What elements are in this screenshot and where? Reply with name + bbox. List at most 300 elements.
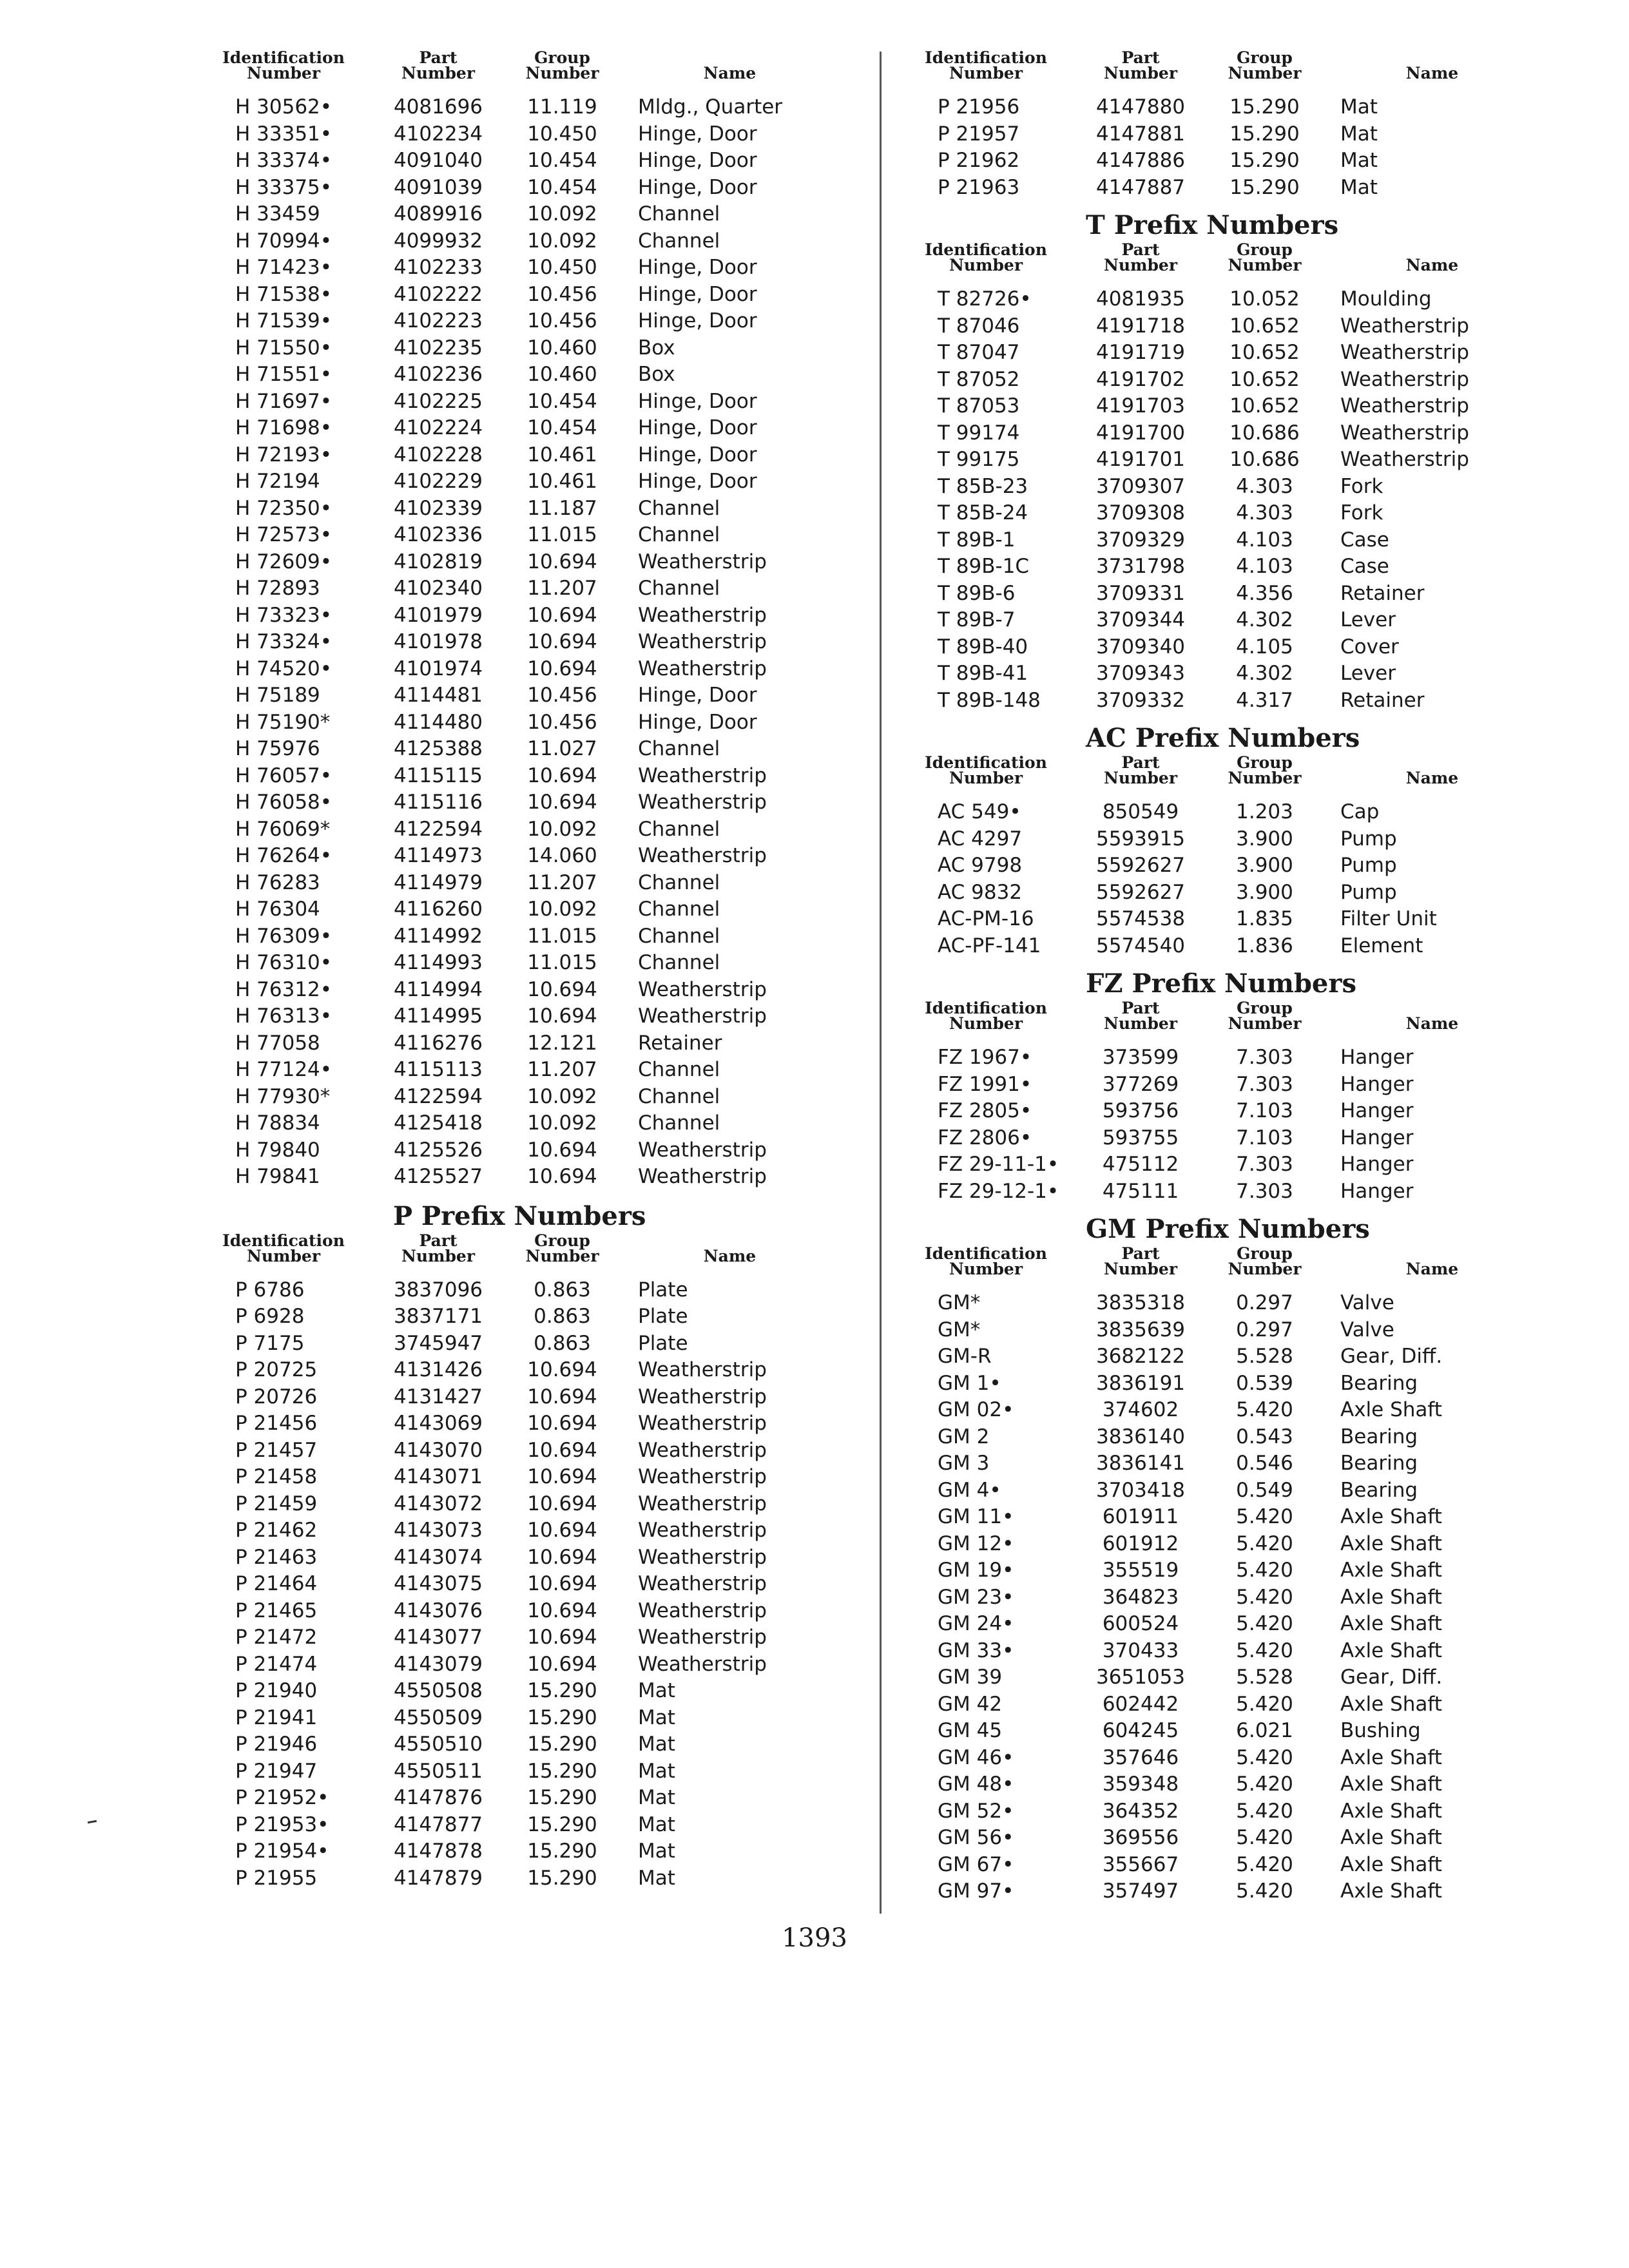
group-number: 0.863 <box>534 1278 591 1302</box>
table-row <box>197 389 841 416</box>
group-number: 4.302 <box>1236 608 1293 631</box>
part-number: 4191718 <box>1095 314 1186 338</box>
identification-number: GM-R <box>938 1345 992 1368</box>
identification-number: H 76057• <box>235 764 333 787</box>
group-number: 15.290 <box>527 1840 597 1863</box>
identification-number: H 76058• <box>235 791 333 814</box>
part-number: 3709307 <box>1095 474 1186 498</box>
part-number: 604245 <box>1102 1719 1179 1742</box>
part-number: 4114973 <box>393 844 483 867</box>
table-row <box>197 602 841 629</box>
identification-number: H 71550• <box>235 336 333 360</box>
part-name: Channel <box>638 229 720 253</box>
part-name: Channel <box>638 577 720 600</box>
part-name: Fork <box>1340 474 1383 498</box>
table-row <box>197 1731 841 1758</box>
group-number: 5.420 <box>1236 1852 1293 1876</box>
table-row <box>899 1664 1543 1691</box>
table-row <box>197 495 841 523</box>
table-row <box>899 1044 1543 1072</box>
identification-number: H 77058 <box>235 1031 320 1055</box>
parts-table <box>899 755 1543 959</box>
identification-number: P 20726 <box>235 1385 318 1408</box>
part-number: 5592627 <box>1095 854 1186 877</box>
table-row <box>197 121 841 148</box>
identification-number: FZ 1991• <box>938 1072 1032 1096</box>
table-row <box>197 1758 841 1785</box>
group-number: 3.900 <box>1236 880 1293 904</box>
name-header: Name <box>1405 1260 1459 1278</box>
part-number-header: Part Number <box>401 48 476 82</box>
group-number: 12.121 <box>527 1031 597 1055</box>
identification-number: P 21458 <box>235 1465 318 1488</box>
part-number: 4147877 <box>393 1812 483 1836</box>
table-row <box>899 553 1543 581</box>
identification-number: T 89B-6 <box>938 581 1016 605</box>
part-name: Channel <box>638 1084 720 1108</box>
table-row <box>899 1178 1543 1206</box>
part-number: 4143076 <box>393 1599 483 1622</box>
part-name: Cap <box>1340 800 1380 823</box>
part-name: Mat <box>638 1759 675 1783</box>
group-number: 10.694 <box>527 1492 597 1515</box>
section-title: T Prefix Numbers <box>1086 210 1339 240</box>
part-name: Cover <box>1340 635 1399 658</box>
part-name: Weatherstrip <box>638 603 767 627</box>
part-number: 4191703 <box>1095 394 1186 418</box>
group-number: 10.456 <box>527 282 597 306</box>
part-name: Weatherstrip <box>638 1138 767 1162</box>
part-number: 3709340 <box>1095 635 1186 658</box>
part-number: 593755 <box>1102 1126 1179 1149</box>
part-number: 4147887 <box>1095 175 1186 199</box>
group-number: 10.092 <box>527 898 597 921</box>
part-name: Gear, Diff. <box>1340 1666 1443 1689</box>
group-number: 10.454 <box>527 416 597 439</box>
part-number: 4147878 <box>393 1840 483 1863</box>
part-number: 4114995 <box>393 1004 483 1028</box>
identification-number: GM 3 <box>938 1452 990 1475</box>
part-name: Bearing <box>1340 1478 1418 1502</box>
group-number: 5.420 <box>1236 1745 1293 1769</box>
table-row <box>899 474 1543 501</box>
part-number: 4102234 <box>393 122 483 146</box>
table-row <box>899 799 1543 826</box>
part-number: 3703418 <box>1095 1478 1186 1502</box>
identification-number: GM 42 <box>938 1692 1003 1716</box>
part-name: Channel <box>638 898 720 921</box>
group-number: 10.694 <box>527 1138 597 1162</box>
identification-number: P 21962 <box>938 149 1020 172</box>
table-row <box>899 1477 1543 1504</box>
part-number: 4143075 <box>393 1572 483 1595</box>
part-number: 357646 <box>1102 1745 1179 1769</box>
identification-number: T 82726• <box>938 287 1032 311</box>
part-number: 364352 <box>1102 1799 1179 1823</box>
identification-number-header: Identification Number <box>222 1231 345 1265</box>
identification-number: T 89B-40 <box>938 635 1028 658</box>
table-header-row <box>197 1233 841 1277</box>
part-name: Weatherstrip <box>638 657 767 680</box>
group-number: 10.694 <box>527 1652 597 1676</box>
part-name: Weatherstrip <box>638 764 767 787</box>
identification-number: H 79841 <box>235 1165 320 1188</box>
identification-number: GM 24• <box>938 1612 1014 1635</box>
group-number: 15.290 <box>527 1759 597 1783</box>
identification-number: H 72573• <box>235 523 333 546</box>
identification-number: GM 67• <box>938 1852 1014 1876</box>
identification-number: P 6928 <box>235 1305 305 1328</box>
table-row <box>197 1357 841 1384</box>
identification-number: AC 9832 <box>938 880 1023 904</box>
part-number: 4550510 <box>393 1733 483 1756</box>
group-number-header: Group Number <box>525 48 599 82</box>
part-name: Plate <box>638 1305 688 1328</box>
part-number: 4550509 <box>393 1706 483 1729</box>
table-row <box>899 1098 1543 1125</box>
group-number: 15.290 <box>1229 175 1300 199</box>
part-name: Weatherstrip <box>638 1004 767 1028</box>
table-row <box>197 1164 841 1191</box>
part-number: 3837096 <box>393 1278 483 1302</box>
identification-number: T 87053 <box>938 394 1020 418</box>
table-row <box>197 549 841 576</box>
identification-number: P 21940 <box>235 1679 318 1702</box>
part-number: 4143069 <box>393 1412 483 1435</box>
group-number: 15.290 <box>527 1733 597 1756</box>
part-number: 4191701 <box>1095 448 1186 471</box>
identification-number: GM 2 <box>938 1425 990 1448</box>
group-number: 0.543 <box>1236 1425 1293 1448</box>
identification-number: P 6786 <box>235 1278 305 1302</box>
part-name: Hinge, Door <box>638 684 757 707</box>
part-number-header: Part Number <box>1103 999 1178 1033</box>
group-number: 1.203 <box>1236 800 1293 823</box>
group-number: 10.052 <box>1229 287 1300 311</box>
identification-number: FZ 29-11-1• <box>938 1153 1059 1176</box>
part-name: Weatherstrip <box>1340 367 1469 391</box>
part-number: 4102339 <box>393 496 483 520</box>
group-number: 10.686 <box>1229 448 1300 471</box>
part-name: Axle Shaft <box>1340 1639 1442 1662</box>
part-name: Weatherstrip <box>638 1545 767 1569</box>
group-number: 0.539 <box>1236 1371 1293 1395</box>
group-number-header: Group Number <box>525 1231 599 1265</box>
group-number: 11.187 <box>527 496 597 520</box>
part-number: 475111 <box>1102 1179 1179 1203</box>
part-number: 601912 <box>1102 1532 1179 1555</box>
part-name: Channel <box>638 1111 720 1135</box>
part-name: Channel <box>638 817 720 841</box>
part-number: 4102236 <box>393 363 483 386</box>
identification-number: H 71423• <box>235 256 333 279</box>
group-number: 4.103 <box>1236 555 1293 578</box>
group-number: 10.694 <box>527 1412 597 1435</box>
table-row <box>899 1798 1543 1825</box>
part-name: Lever <box>1340 662 1396 685</box>
table-row <box>197 950 841 977</box>
parts-table <box>899 50 1543 201</box>
identification-number: H 76283 <box>235 870 320 894</box>
part-name: Retainer <box>1340 688 1425 712</box>
identification-number: H 76309• <box>235 924 333 948</box>
table-row <box>899 1852 1543 1879</box>
table-row <box>197 1030 841 1057</box>
part-name: Plate <box>638 1331 688 1355</box>
part-number-header: Part Number <box>401 1231 476 1265</box>
part-name: Mat <box>638 1812 675 1836</box>
part-number: 4081696 <box>393 95 483 119</box>
identification-number: P 21456 <box>235 1412 318 1435</box>
name-header: Name <box>1405 256 1459 274</box>
part-number: 5592627 <box>1095 880 1186 904</box>
part-number: 3837171 <box>393 1305 483 1328</box>
group-number: 10.652 <box>1229 341 1300 364</box>
group-number: 10.092 <box>527 229 597 253</box>
part-number: 4114994 <box>393 977 483 1001</box>
part-number: 4125526 <box>393 1138 483 1162</box>
table-row <box>899 1450 1543 1477</box>
table-row <box>899 94 1543 121</box>
group-number: 10.456 <box>527 684 597 707</box>
table-row <box>899 1745 1543 1772</box>
table-row <box>899 1878 1543 1905</box>
name-header: Name <box>1405 1014 1459 1033</box>
group-number: 10.686 <box>1229 421 1300 445</box>
part-name: Axle Shaft <box>1340 1773 1442 1796</box>
part-number: 369556 <box>1102 1826 1179 1849</box>
table-row <box>197 1678 841 1705</box>
table-row <box>899 175 1543 202</box>
group-number: 0.863 <box>534 1305 591 1328</box>
identification-number-header: Identification Number <box>925 240 1047 274</box>
group-number: 1.835 <box>1236 907 1293 930</box>
part-number: 355519 <box>1102 1559 1179 1582</box>
identification-number: H 78834 <box>235 1111 320 1135</box>
part-name: Moulding <box>1340 287 1432 311</box>
table-row <box>197 870 841 897</box>
group-number: 4.356 <box>1236 581 1293 605</box>
part-number: 600524 <box>1102 1612 1179 1635</box>
table-row <box>197 1410 841 1437</box>
identification-number: P 21954• <box>235 1840 329 1863</box>
group-number: 4.317 <box>1236 688 1293 712</box>
group-number: 5.528 <box>1236 1666 1293 1689</box>
part-name: Hinge, Door <box>638 710 757 734</box>
identification-number: T 87047 <box>938 341 1020 364</box>
group-number: 10.694 <box>527 1004 597 1028</box>
table-row <box>197 1003 841 1030</box>
identification-number: FZ 29-12-1• <box>938 1179 1059 1203</box>
table-row <box>899 286 1543 313</box>
table-row <box>899 1397 1543 1424</box>
identification-number: GM 97• <box>938 1879 1014 1903</box>
part-name: Mat <box>638 1733 675 1756</box>
identification-number: GM 1• <box>938 1371 1001 1395</box>
table-row <box>899 1771 1543 1798</box>
identification-number: FZ 2805• <box>938 1099 1032 1122</box>
part-name: Weatherstrip <box>1340 448 1469 471</box>
part-number: 4143072 <box>393 1492 483 1515</box>
group-number: 7.303 <box>1236 1153 1293 1176</box>
group-number-header: Group Number <box>1228 1244 1302 1278</box>
part-number: 364823 <box>1102 1585 1179 1609</box>
part-name: Hanger <box>1340 1153 1414 1176</box>
group-number: 15.290 <box>527 1812 597 1836</box>
identification-number: GM 11• <box>938 1505 1014 1528</box>
identification-number: P 21465 <box>235 1599 318 1622</box>
table-row <box>899 581 1543 608</box>
identification-number-header: Identification Number <box>222 48 345 82</box>
part-number: 4143074 <box>393 1545 483 1569</box>
identification-number: T 89B-41 <box>938 662 1028 685</box>
group-number: 4.303 <box>1236 474 1293 498</box>
table-row <box>899 313 1543 340</box>
identification-number: H 72609• <box>235 550 333 573</box>
group-number: 5.420 <box>1236 1639 1293 1662</box>
group-number: 5.420 <box>1236 1505 1293 1528</box>
group-number: 10.092 <box>527 1111 597 1135</box>
section-title: FZ Prefix Numbers <box>1086 968 1356 999</box>
part-name: Hanger <box>1340 1126 1414 1149</box>
part-number: 4143070 <box>393 1438 483 1462</box>
table-row <box>197 1838 841 1865</box>
part-number: 4550508 <box>393 1679 483 1702</box>
part-number: 475112 <box>1102 1153 1179 1176</box>
identification-number: H 33459 <box>235 202 320 226</box>
group-number: 5.420 <box>1236 1773 1293 1796</box>
table-row <box>197 308 841 335</box>
part-name: Mat <box>638 1866 675 1890</box>
group-number: 0.549 <box>1236 1478 1293 1502</box>
identification-number: H 76069* <box>235 817 331 841</box>
table-row <box>197 148 841 175</box>
identification-number: T 85B-23 <box>938 474 1028 498</box>
group-number: 0.297 <box>1236 1318 1293 1341</box>
identification-number: P 21956 <box>938 95 1020 119</box>
part-number: 4550511 <box>393 1759 483 1783</box>
group-number: 10.450 <box>527 256 597 279</box>
table-row <box>197 1705 841 1732</box>
part-number: 3709308 <box>1095 501 1186 524</box>
table-row <box>899 340 1543 367</box>
part-number: 374602 <box>1102 1398 1179 1421</box>
part-number: 593756 <box>1102 1099 1179 1122</box>
group-number: 10.460 <box>527 336 597 360</box>
part-number: 4101978 <box>393 630 483 653</box>
group-number: 10.694 <box>527 1545 597 1569</box>
identification-number: AC 4297 <box>938 827 1023 850</box>
part-name: Weatherstrip <box>638 1465 767 1488</box>
identification-number: GM 45 <box>938 1719 1003 1742</box>
identification-number: P 21947 <box>235 1759 318 1783</box>
identification-number: AC 9798 <box>938 854 1023 877</box>
part-number: 4099932 <box>393 229 483 253</box>
identification-number: GM 39 <box>938 1666 1003 1689</box>
table-header-row <box>899 1001 1543 1044</box>
part-number: 3836191 <box>1095 1371 1186 1395</box>
identification-number: GM* <box>938 1291 981 1314</box>
group-number: 6.021 <box>1236 1719 1293 1742</box>
part-number: 3709344 <box>1095 608 1186 631</box>
group-number: 4.105 <box>1236 635 1293 658</box>
group-number: 11.027 <box>527 737 597 760</box>
table-row <box>197 736 841 763</box>
part-name: Bearing <box>1340 1425 1418 1448</box>
table-header-row <box>899 1246 1543 1290</box>
part-name: Pump <box>1340 827 1397 850</box>
part-number: 4191702 <box>1095 367 1186 391</box>
table-row <box>197 1785 841 1812</box>
group-number: 10.694 <box>527 603 597 627</box>
part-number: 3682122 <box>1095 1345 1186 1368</box>
part-number: 4143079 <box>393 1652 483 1676</box>
table-row <box>197 442 841 469</box>
identification-number: H 33375• <box>235 175 333 199</box>
part-name: Axle Shaft <box>1340 1585 1442 1609</box>
part-name: Channel <box>638 951 720 974</box>
part-name: Weatherstrip <box>638 1358 767 1381</box>
group-number: 11.119 <box>527 95 597 119</box>
part-name: Filter Unit <box>1340 907 1437 930</box>
table-row <box>197 1437 841 1465</box>
identification-number: P 21459 <box>235 1492 318 1515</box>
part-name: Axle Shaft <box>1340 1879 1442 1903</box>
part-name: Hinge, Door <box>638 309 757 332</box>
part-name: Bearing <box>1340 1371 1418 1395</box>
part-number: 4125527 <box>393 1165 483 1188</box>
identification-number: GM 33• <box>938 1639 1014 1662</box>
part-number: 355667 <box>1102 1852 1179 1876</box>
group-number: 10.694 <box>527 657 597 680</box>
part-number: 3745947 <box>393 1331 483 1355</box>
part-name: Mldg., Quarter <box>638 95 783 119</box>
table-row <box>899 634 1543 661</box>
table-row <box>899 1638 1543 1665</box>
part-number: 4115113 <box>393 1058 483 1081</box>
group-number: 0.863 <box>534 1331 591 1355</box>
part-number: 4101979 <box>393 603 483 627</box>
part-name: Element <box>1340 934 1423 957</box>
identification-number: H 71551• <box>235 363 333 386</box>
group-number: 11.015 <box>527 523 597 546</box>
group-number: 11.207 <box>527 1058 597 1081</box>
part-name: Hanger <box>1340 1099 1414 1122</box>
identification-number: H 70994• <box>235 229 333 253</box>
part-number: 3651053 <box>1095 1666 1186 1689</box>
identification-number: H 75189 <box>235 684 320 707</box>
group-number: 15.290 <box>527 1786 597 1809</box>
part-number: 4102229 <box>393 470 483 493</box>
part-name: Hanger <box>1340 1179 1414 1203</box>
part-number: 4143071 <box>393 1465 483 1488</box>
identification-number: T 99175 <box>938 448 1020 471</box>
table-row <box>197 201 841 228</box>
part-name: Box <box>638 363 675 386</box>
part-name: Weatherstrip <box>1340 314 1469 338</box>
part-name: Channel <box>638 924 720 948</box>
group-number: 7.103 <box>1236 1126 1293 1149</box>
part-number: 3709329 <box>1095 528 1186 552</box>
part-name: Valve <box>1340 1318 1394 1341</box>
part-name: Hinge, Door <box>638 443 757 466</box>
group-number: 11.207 <box>527 870 597 894</box>
identification-number: H 77124• <box>235 1058 333 1081</box>
part-number: 850549 <box>1102 800 1179 823</box>
part-name: Hinge, Door <box>638 256 757 279</box>
group-number: 10.454 <box>527 149 597 172</box>
table-row <box>899 527 1543 554</box>
